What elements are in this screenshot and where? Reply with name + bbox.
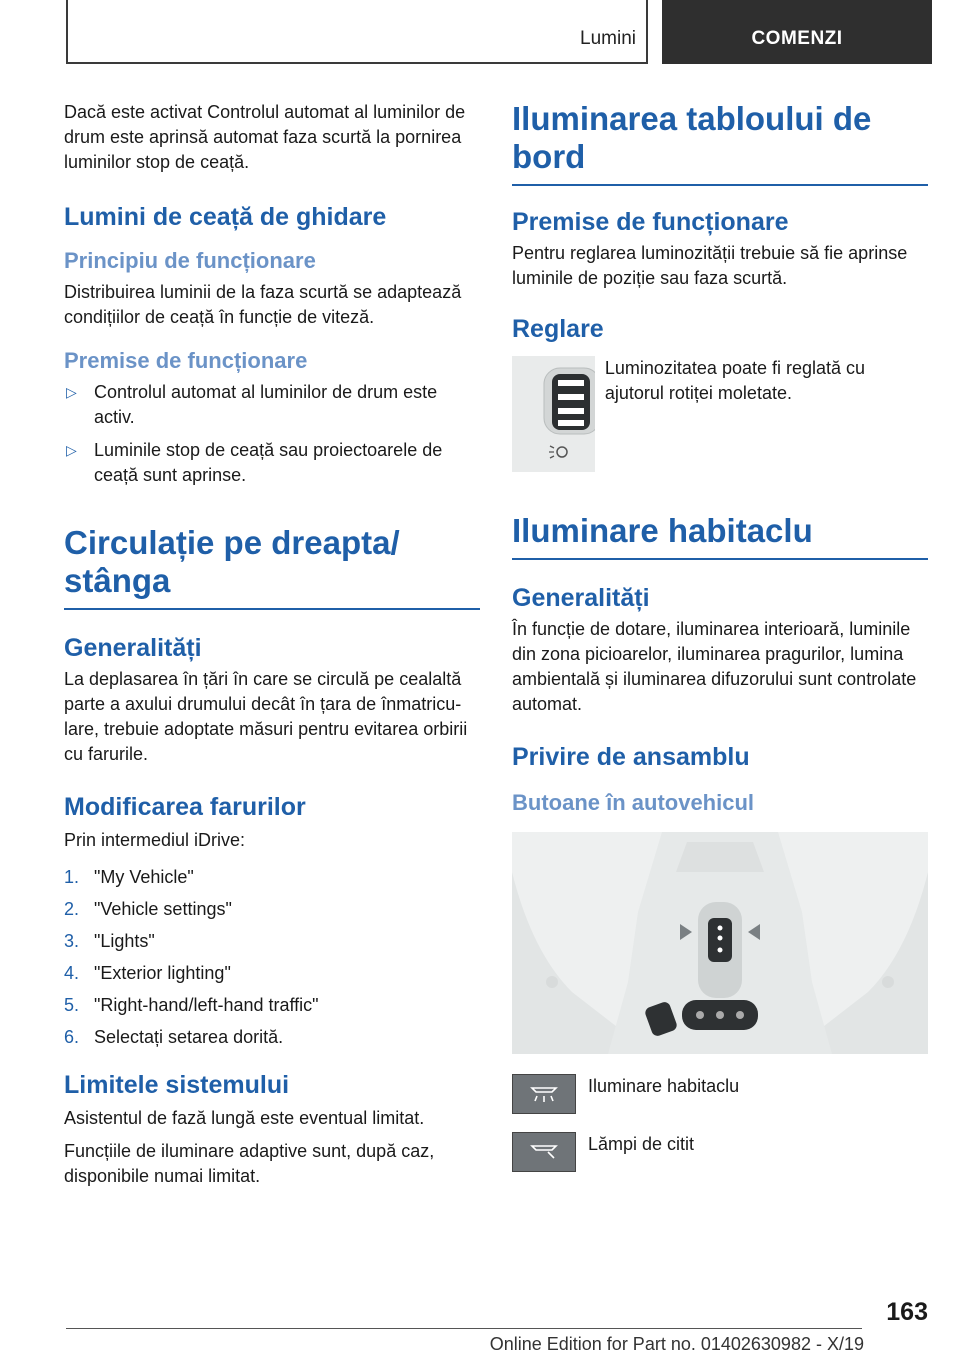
traffic-heading: Circulație pe dreapta/ stânga <box>64 524 400 599</box>
principle-heading: Principiu de funcționare <box>64 248 316 273</box>
triangle-bullet-icon: ▷ <box>66 384 77 400</box>
adjust-heading: Reglare <box>512 315 604 343</box>
general-heading-left: Generalități <box>64 634 202 662</box>
footer-divider <box>66 1328 862 1329</box>
headlight-mod-text: Prin intermediul iDrive: <box>64 830 246 850</box>
cabin-lighting-heading: Iluminare habitaclu <box>512 512 813 549</box>
general-text-right: În funcție de dotare, iluminarea interioară, luminile din zona picioarelor, iluminarea pragurilor, lumina ambientală și iluminarea difuzorului sunt controlate automat. <box>512 619 917 714</box>
dashboard-lighting-heading: Iluminarea tabloului de bord <box>512 100 872 175</box>
left-column <box>64 100 480 1189</box>
interior-light-icon <box>512 1074 576 1114</box>
intro-paragraph: Dacă este activat Controlul automat al luminilor de drum este aprinsă automat faza scurtă la pornirea luminilor stop de ceață. <box>64 102 466 172</box>
header-section-title: Lumini <box>580 28 636 49</box>
icon-legend-label: Iluminare habitaclu <box>588 1076 740 1096</box>
system-limits-text-1: Asistentul de fază lungă este eventual limitat. <box>64 1108 425 1128</box>
list-item: 1. "My Vehicle" <box>64 867 194 887</box>
footer-edition: Online Edition for Part no. 01402630982 - X/19 <box>489 1334 864 1354</box>
ceiling-console-image <box>512 832 928 1054</box>
list-item: 2. "Vehicle settings" <box>64 899 232 919</box>
buttons-heading: Butoane în autovehicul <box>512 790 755 815</box>
idrive-steps-list <box>64 865 480 1057</box>
icon-legend-row <box>512 1132 928 1172</box>
triangle-bullet-icon: ▷ <box>66 442 77 458</box>
general-text-left: La deplasarea în țări în care se circulă pe cealaltă parte a axului drumului decât în țara de înmatriculare, trebuie adoptate măsuri pentru evitarea orbirii cu farurile. <box>64 669 468 764</box>
adjust-text: Luminozitatea poate fi reglată cu ajutorul rotiței moletate. <box>604 358 866 403</box>
icon-legend-row <box>512 1074 928 1114</box>
headlight-mod-heading: Modificarea farurilor <box>64 793 306 821</box>
page-number: 163 <box>886 1298 928 1326</box>
header-chapter-tab: COMENZI <box>662 0 932 64</box>
cabin-section-header <box>512 512 928 560</box>
list-item: 6. Selectați setarea dorită. <box>64 1027 284 1047</box>
list-item: 5. "Right-hand/left-hand traffic" <box>64 995 319 1015</box>
dashboard-section-header <box>512 100 928 186</box>
traffic-section-header <box>64 524 480 610</box>
icon-legend-label: Lămpi de citit <box>588 1134 695 1154</box>
right-column <box>512 100 928 1172</box>
adjust-block <box>512 356 928 472</box>
system-limits-text-2: Funcțiile de iluminare adaptive sunt, după caz, disponibile numai limitat. <box>64 1141 435 1186</box>
list-item: 4. "Exterior lighting" <box>64 963 231 983</box>
system-limits-heading: Limitele sistemului <box>64 1071 290 1099</box>
list-item: 3. "Lights" <box>64 931 155 951</box>
reading-lamp-icon <box>512 1132 576 1172</box>
list-item: ▷ Luminile stop de ceață sau proiectoarele de ceață sunt aprinse. <box>66 440 443 485</box>
general-heading-right: Generalități <box>512 584 650 612</box>
list-item: ▷ Controlul automat al luminilor de drum este activ. <box>66 382 438 427</box>
overview-heading: Privire de ansamblu <box>512 743 750 771</box>
fog-lights-heading: Lumini de ceață de ghidare <box>64 203 387 231</box>
premise-heading-right: Premise de funcționare <box>512 208 789 236</box>
premise-heading-left: Premise de funcționare <box>64 348 308 373</box>
thumbwheel-image <box>512 356 595 472</box>
principle-text: Distribuirea luminii de la faza scurtă se adaptează condițiilor de ceață în funcție de viteză. <box>64 282 462 327</box>
premise-text-right: Pentru reglarea luminozității trebuie să fie aprinse luminile de poziție sau faza scurtă. <box>512 243 908 288</box>
